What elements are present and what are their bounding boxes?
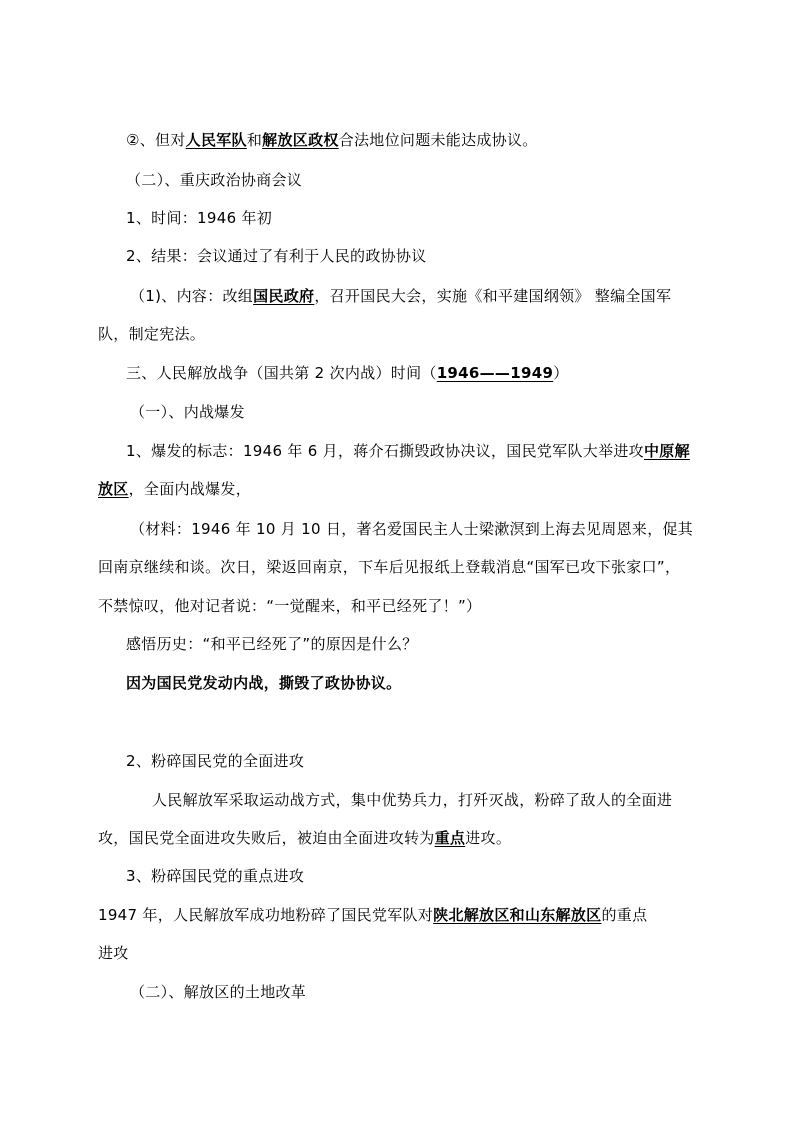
- text: 合法地位问题未能达成协议。: [338, 131, 538, 149]
- text: 三、人民解放战争（国共第 2 次内战）时间（: [126, 364, 437, 382]
- heading-crush-general-offensive: 2、粉碎国民党的全面进攻: [126, 752, 305, 770]
- answer-line: 因为国民党发动内战，撕毁了政协协议。: [126, 674, 402, 692]
- text: （1)、内容：改组: [130, 287, 254, 305]
- emphasis-shaanbei-shandong: 陕北解放区和山东解放区: [433, 906, 602, 924]
- section-heading-chongqing-pcc: （二）、重庆政治协商会议: [126, 171, 303, 189]
- text: 1947 年，人民解放军成功地粉碎了国民党军队对: [98, 906, 434, 924]
- emphasis-key-point: 重点: [434, 829, 466, 847]
- line-result: 2、结果：会议通过了有利于人民的政协协议: [126, 247, 427, 265]
- line-content-cont: 队，制定宪法。: [98, 325, 206, 343]
- emphasis-national-government: 国民政府: [253, 287, 315, 305]
- material-quote-line-3: 不禁惊叹，他对记者说：“一觉醒来，和平已经死了！”）: [98, 597, 482, 615]
- text: 的重点: [601, 906, 648, 924]
- text: 攻，国民党全面进攻失败后，被迫由全面进攻转为: [98, 829, 435, 847]
- material-quote-line-2: 回南京继续和谈。次日，梁返回南京，下车后见报纸上登载消息“国军已攻下张家口”，: [98, 558, 681, 576]
- line-time: 1、时间：1946 年初: [126, 209, 273, 227]
- line-content: [130, 286, 740, 306]
- heading-crush-key-offensive: 3、粉碎国民党的重点进攻: [126, 867, 305, 885]
- paragraph-general-offensive-2: [98, 828, 708, 848]
- emphasis-central-plains-cont: 放区: [98, 480, 129, 498]
- line-outbreak-sign: [126, 441, 736, 461]
- paragraph-key-offensive-1: [98, 905, 708, 925]
- text: ，召开国民大会，实施《和平建国纲领》 整编全国军: [314, 287, 672, 305]
- emphasis-people-army: 人民军队: [185, 131, 247, 149]
- line-agreement-failure: [126, 130, 736, 150]
- subsection-heading-land-reform: （二）、解放区的土地改革: [130, 983, 307, 1001]
- text: 1、爆发的标志：1946 年 6 月，蒋介石撕毁政协决议，国民党军队大举进攻: [126, 442, 644, 460]
- text: 进攻。: [465, 829, 512, 847]
- paragraph-key-offensive-2: 进攻: [98, 944, 129, 962]
- emphasis-war-years: 1946——1949: [436, 364, 554, 382]
- paragraph-general-offensive-1: 人民解放军采取运动战方式，集中优势兵力，打歼灭战，粉碎了敌人的全面进: [152, 791, 673, 809]
- section-heading-liberation-war: [126, 363, 736, 383]
- line-outbreak-sign-cont: [98, 479, 708, 499]
- emphasis-central-plains: 中原解: [643, 442, 690, 460]
- text: 和: [246, 131, 263, 149]
- text: ）: [553, 364, 569, 382]
- material-quote-line-1: （材料：1946 年 10 月 10 日，著名爱国民主人士梁漱溟到上海去见周恩来，促其: [130, 520, 694, 538]
- text: ，全面内战爆发，: [128, 480, 252, 498]
- subsection-heading-outbreak: （一）、内战爆发: [130, 403, 245, 421]
- question-line: 感悟历史：“和平已经死了”的原因是什么？: [126, 635, 418, 653]
- text: ②、但对: [126, 131, 186, 149]
- emphasis-liberated-area-government: 解放区政权: [262, 131, 339, 149]
